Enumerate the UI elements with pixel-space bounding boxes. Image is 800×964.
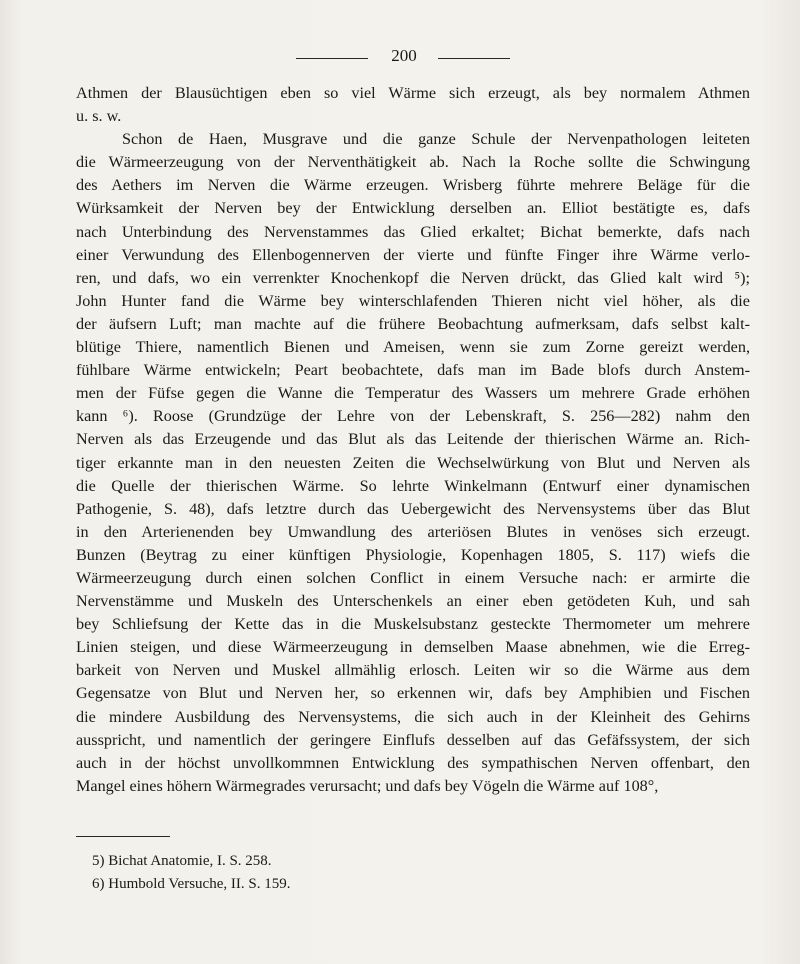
text-line: die Quelle der thierischen Wärme. So lehrte Winkelmann (Entwurf einer dynamischen [76,476,750,495]
text-line: men der Füfse gegen die Wanne die Temperatur des Wassers um mehrere Grade erhöhen [76,384,750,403]
text-line: u. s. w. [76,107,122,126]
page-header [0,46,800,70]
text-line: Wärmeerzeugung durch einen solchen Conflict in einem Versuche nach: er armirte die [76,568,750,587]
text-line: die Wärmeerzeugung von der Nerventhätigkeit ab. Nach la Roche sollte die Schwingung [76,153,750,172]
header-rule-right [438,58,510,59]
text-line: Athmen der Blausüchtigen eben so viel Wärme sich erzeugt, als bey normalem Athmen [76,84,750,102]
text-line: Würksamkeit der Nerven bey der Entwicklung derselben an. Elliot bestätigte es, dafs [76,199,750,218]
text-line: auch in der höchst unvollkommnen Entwicklung des sympathischen Nerven offenbart, den [76,753,750,772]
text-line: kann ⁶). Roose (Grundzüge der Lehre von der Lebenskraft, S. 256—282) nahm den [76,407,750,426]
footnote: 5) Bichat Anatomie, I. S. 258. [92,853,272,869]
text-line: des Aethers im Nerven die Wärme erzeugen. Wrisberg führte mehrere Beläge für die [76,176,750,195]
text-line: Schon de Haen, Musgrave und die ganze Schule der Nervenpathologen leiteten [122,130,750,149]
text-line: Nerven als das Erzeugende und das Blut als das Leitende der thierischen Wärme an. Rich- [76,430,750,449]
text-line: Nervenstämme und Muskeln des Unterschenkels an einer eben getödeten Kuh, und sah [76,592,750,611]
text-line: einer Verwundung des Ellenbogennerven der vierte und fünfte Finger ihre Wärme verlo- [76,245,750,264]
text-line: John Hunter fand die Wärme bey winterschlafenden Thieren nicht viel höher, als die [76,291,750,310]
text-line: die mindere Ausbildung des Nervensystems, die sich auch in der Kleinheit des Gehirns [76,707,750,726]
text-line: blütige Thiere, namentlich Bienen und Ameisen, wenn sie zum Zorne gereizt werden, [76,338,750,357]
footnotes [92,850,290,896]
text-line: Bunzen (Beytrag zu einer künftigen Physiologie, Kopenhagen 1805, S. 117) wiefs die [76,545,750,564]
text-line: Mangel eines höhern Wärmegrades verursacht; und dafs bey Vögeln die Wärme auf 108°, [76,776,659,795]
header-rule-left [296,58,368,59]
text-line: der äufsern Luft; man machte auf die frühere Beobachtung aufmerksam, dafs selbst kalt- [76,314,750,333]
text-line: Gegensatze von Blut und Nerven her, so erkennen wir, dafs bey Amphibien und Fischen [76,684,750,703]
text-line: in den Arterienenden bey Umwandlung des arteriösen Blutes in venöses sich erzeugt. [76,522,750,541]
text-line: Linien steigen, und diese Wärmeerzeugung in demselben Maase abnehmen, wie die Erreg- [76,638,750,657]
text-line: bey Schliefsung der Kette das in die Muskelsubstanz gesteckte Thermometer um mehrere [76,615,750,634]
text-line: tiger erkannte man in den neuesten Zeiten die Wechselwürkung von Blut und Nerven als [76,453,750,472]
text-line: barkeit von Nerven und Muskel allmählig erlosch. Leiten wir so die Wärme aus dem [76,661,750,680]
page-number: 200 [391,46,417,65]
text-line: fühlbare Wärme entwickeln; Peart beobachtete, dafs man im Bade blofs durch Anstem- [76,361,750,380]
text-line: ausspricht, und namentlich der geringere Einflufs desselben auf das Gefäfssystem, der sich [76,730,750,749]
footnote-rule [76,836,170,837]
text-line: nach Unterbindung des Nervenstammes das Glied erkaltet; Bichat bemerkte, dafs nach [76,222,750,241]
footnote: 6) Humbold Versuche, II. S. 159. [92,876,291,892]
body-text [76,82,750,798]
text-line: Pathogenie, S. 48), dafs letztre durch das Uebergewicht des Nervensystems über das Blut [76,499,750,518]
text-line: ren, und dafs, wo ein verrenkter Knochenkopf die Nerven drückt, das Glied kalt wird ⁵); [76,268,750,287]
